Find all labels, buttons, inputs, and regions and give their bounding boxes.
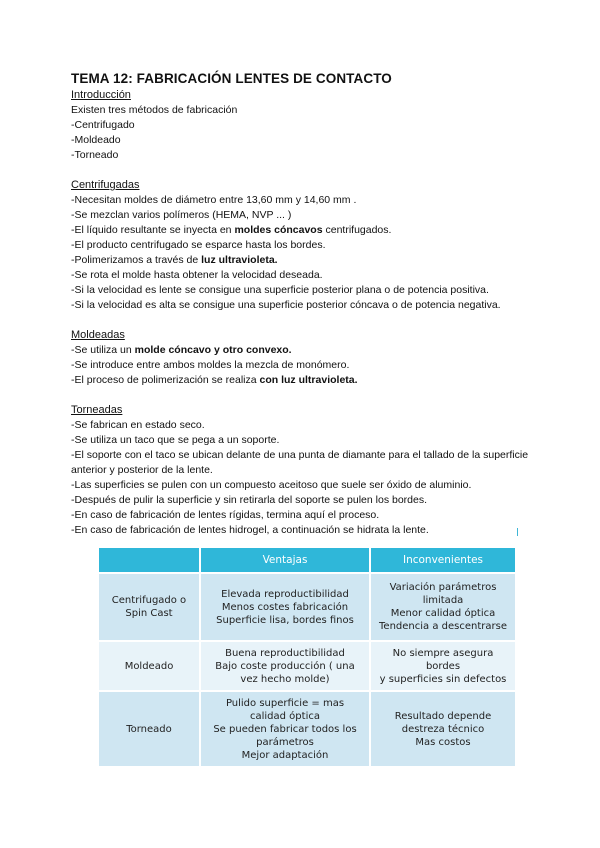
bold-text: con luz ultravioleta. [259,374,358,386]
section-heading-introduccion: Introducción [71,89,131,101]
row-label-centrifugado: Centrifugado o Spin Cast [99,574,199,640]
row-label-torneado: Torneado [99,692,199,766]
list-item: -Torneado [71,149,119,161]
bold-text: luz ultravioleta. [201,254,278,266]
text-line: -Si la velocidad es lente se consigue una superficie posterior plana o de potencia positiva. [71,284,489,296]
section-heading-centrifugadas: Centrifugadas [71,179,140,191]
bold-text: moldes cóncavos [234,224,323,236]
text-line: -Polimerizamos a través de luz ultravioleta. [71,254,278,266]
bold-text: molde cóncavo y otro convexo. [134,344,292,356]
table-header-empty [99,548,199,572]
cell-ventajas: Buena reproductibilidad Bajo coste producción ( una vez hecho molde) [201,642,369,690]
table-row [99,574,515,640]
text-line: -Se fabrican en estado seco. [71,419,205,431]
text-line: -El producto centrifugado se esparce hasta los bordes. [71,239,326,251]
text-line: -Se rota el molde hasta obtener la velocidad deseada. [71,269,323,281]
section-heading-torneadas: Torneadas [71,404,123,416]
cell-ventajas: Pulido superficie = mas calidad óptica Se pueden fabricar todos los parámetros Mejor adaptación [201,692,369,766]
text-line: -En caso de fabricación de lentes rígidas, termina aquí el proceso. [71,509,380,521]
table-row [99,692,515,766]
cell-inconvenientes: Variación parámetros limitada Menor calidad óptica Tendencia a descentrarse [371,574,515,640]
text-line: Existen tres métodos de fabricación [71,104,238,116]
text-line: -Si la velocidad es alta se consigue una superficie posterior cóncava o de potencia negativa. [71,299,501,311]
text-line: -En caso de fabricación de lentes hidrogel, a continuación se hidrata la lente. [71,524,429,536]
document [71,71,541,538]
list-item: -Moldeado [71,134,121,146]
text-line: -Necesitan moldes de diámetro entre 13,60 mm y 14,60 mm . [71,194,357,206]
text-line: -Se utiliza un molde cóncavo y otro convexo. [71,344,292,356]
cell-ventajas: Elevada reproductibilidad Menos costes fabricación Superficie lisa, bordes finos [201,574,369,640]
text-line: -El proceso de polimerización se realiza con luz ultravioleta. [71,374,358,386]
text-line: -Después de pulir la superficie y sin retirarla del soporte se pulen los bordes. [71,494,428,506]
text-line: -El líquido resultante se inyecta en moldes cóncavos centrifugados. [71,224,392,236]
text-line: -Se utiliza un taco que se pega a un soporte. [71,434,280,446]
table-header-row [99,548,515,572]
text-line: -El soporte con el taco se ubican delante de una punta de diamante para el tallado de la superficie anterior y posterior de la lente. [71,449,529,476]
table-header-ventajas: Ventajas [201,548,369,572]
row-label-moldeado: Moldeado [99,642,199,690]
section-heading-moldeadas: Moldeadas [71,329,125,341]
text-line: -Se introduce entre ambos moldes la mezcla de monómero. [71,359,350,371]
text-line: -Se mezclan varios polímeros (HEMA, NVP ... ) [71,209,292,221]
comparison-table [97,546,517,768]
cell-inconvenientes: No siempre asegura bordes y superficies sin defectos [371,642,515,690]
decorative-divider [517,528,518,536]
table-header-inconvenientes: Inconvenientes [371,548,515,572]
table-row [99,642,515,690]
text-line: -Las superficies se pulen con un compuesto aceitoso que suele ser óxido de aluminio. [71,479,472,491]
list-item: -Centrifugado [71,119,135,131]
cell-inconvenientes: Resultado depende destreza técnico Mas costos [371,692,515,766]
page-title: TEMA 12: FABRICACIÓN LENTES DE CONTACTO [71,71,392,86]
